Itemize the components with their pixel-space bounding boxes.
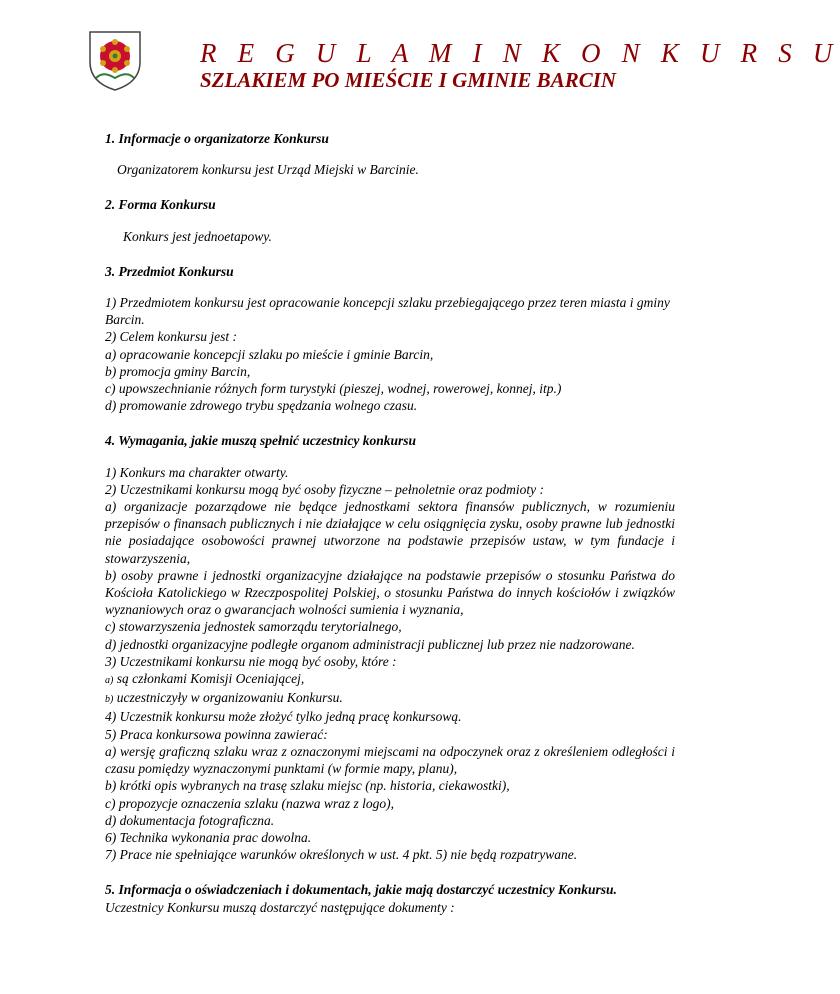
document-title: R E G U L A M I N K O N K U R S U [200, 38, 840, 68]
section-4-body [105, 464, 675, 864]
document-body [105, 130, 675, 916]
list-item: d) jednostki organizacyjne podległe organom administracji publicznej lub przez nie nadzorowane. [105, 636, 635, 652]
list-item: 4) Uczestnik konkursu może złożyć tylko jedną pracę konkursową. [105, 709, 462, 725]
section-2-heading: 2. Forma Konkursu [105, 197, 216, 213]
section-2-text: Konkurs jest jednoetapowy. [123, 228, 272, 244]
coat-of-arms-icon [86, 28, 144, 92]
list-item: b) promocja gminy Barcin, [105, 363, 251, 379]
list-item: c) propozycje oznaczenia szlaku (nazwa wraz z logo), [105, 795, 394, 811]
section-1-heading: 1. Informacje o organizatorze Konkursu [105, 131, 329, 146]
list-item: a) organizacje pozarządowe nie będące jednostkami sektora finansów publicznych, w rozumieniu przepisów o finansach publicznych i nie działające w celu osiągnięcia zysku, osoby prawne lub jednostki nie posiadające osobowości prawnej utworzone na podstawie przepisów ustaw, w tym fundacje i stowarzyszenia, [105, 499, 675, 566]
section-5-heading: 5. Informacja o oświadczeniach i dokumentach, jakie mają dostarczyć uczestnicy Konkursu. [105, 882, 617, 898]
section-1-text: Organizatorem konkursu jest Urząd Miejski w Barcinie. [117, 162, 419, 178]
list-item: 2) Uczestnikami konkursu mogą być osoby fizyczne – pełnoletnie oraz podmioty : [105, 481, 545, 497]
list-marker: a) [105, 675, 114, 687]
list-item [105, 670, 675, 689]
list-item: 3) Uczestnikami konkursu nie mogą być osoby, które : [105, 653, 397, 669]
list-item: d) dokumentacja fotograficzna. [105, 812, 275, 828]
list-item: 5) Praca konkursowa powinna zawierać: [105, 726, 328, 742]
section-3-heading: 3. Przedmiot Konkursu [105, 263, 234, 279]
list-item: a) wersję graficzną szlaku wraz z oznaczonymi miejscami na odpoczynek oraz z określeniem odległości i czasu pomiędzy wyznaczonymi punktami (w formie mapy, planu), [105, 743, 675, 777]
list-item: b) krótki opis wybranych na trasę szlaku miejsc (np. historia, ciekawostki), [105, 778, 510, 794]
section-4-heading: 4. Wymagania, jakie muszą spełnić uczestnicy konkursu [105, 433, 417, 449]
list-item: c) upowszechnianie różnych form turystyki (pieszej, wodnej, rowerowej, konnej, itp.) [105, 381, 562, 397]
list-item: 1) Konkurs ma charakter otwarty. [105, 464, 289, 480]
section-3-body [105, 294, 675, 414]
list-item: 2) Celem konkursu jest : [105, 329, 237, 345]
list-item: 1) Przedmiotem konkursu jest opracowanie koncepcji szlaku przebiegającego przez teren miasta i gminy Barcin. [105, 295, 670, 328]
list-item-text: uczestniczyły w organizowaniu Konkursu. [116, 690, 343, 706]
list-item: c) stowarzyszenia jednostek samorządu terytorialnego, [105, 619, 402, 635]
list-item: a) opracowanie koncepcji szlaku po mieście i gminie Barcin, [105, 346, 434, 362]
list-item: 6) Technika wykonania prac dowolna. [105, 829, 312, 845]
list-item [105, 689, 675, 708]
list-item-text: są członkami Komisji Oceniającej, [116, 671, 305, 687]
section-5-text: Uczestnicy Konkursu muszą dostarczyć następujące dokumenty : [105, 899, 455, 915]
list-item: b) osoby prawne i jednostki organizacyjne działające na podstawie przepisów o stosunku Państwa do Kościoła Katolickiego w Rzeczpospolitej Polskiej, o stosunku Państwa do innych kościołów i związków wyznaniowych oraz o gwarancjach wolności sumienia i wyznania, [105, 567, 675, 618]
list-item: 7) Prace nie spełniające warunków określonych w ust. 4 pkt. 5) nie będą rozpatrywane. [105, 847, 578, 863]
document-subtitle: SZLAKIEM PO MIEŚCIE I GMINIE BARCIN [200, 68, 617, 92]
list-item: d) promowanie zdrowego trybu spędzania wolnego czasu. [105, 398, 418, 414]
list-marker: b) [105, 694, 114, 706]
